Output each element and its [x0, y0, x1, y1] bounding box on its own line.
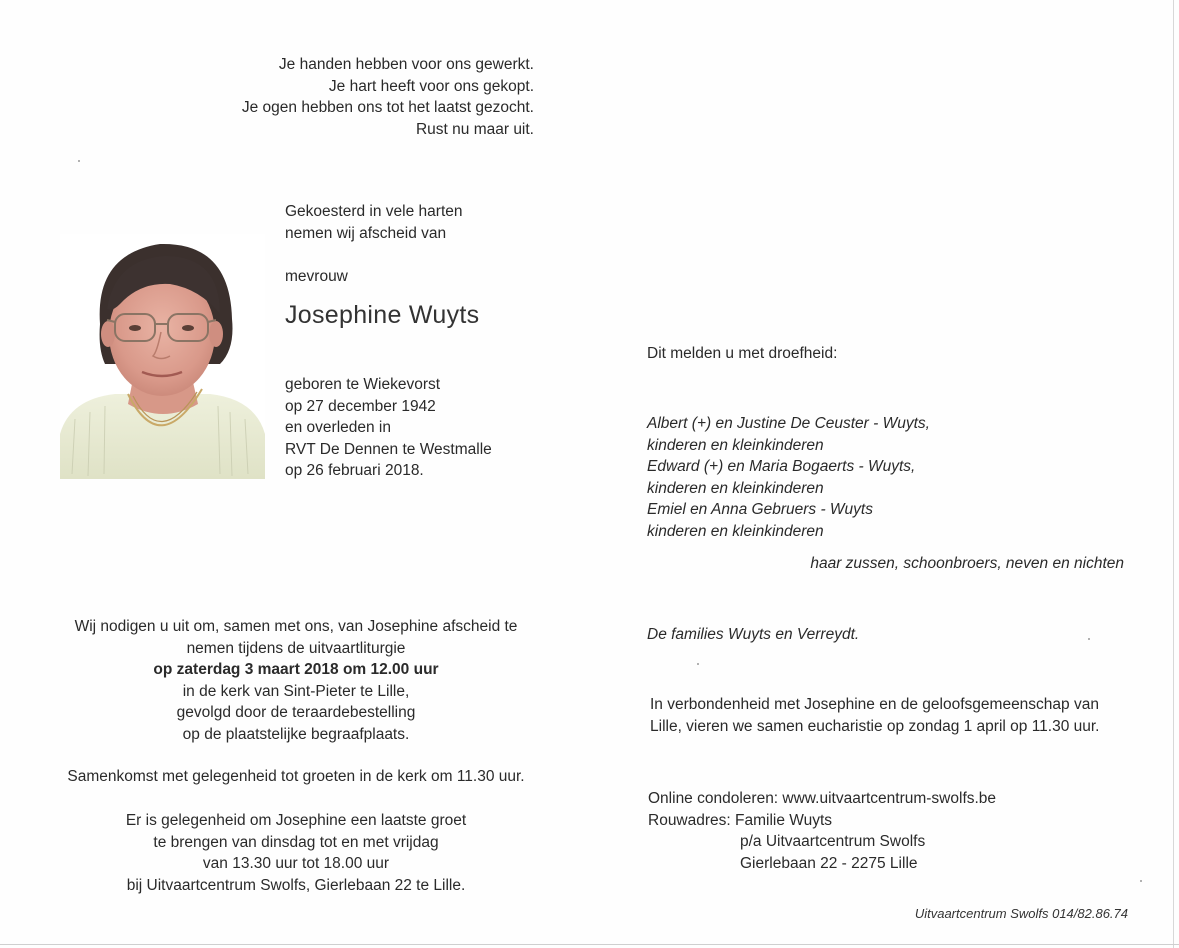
family-list	[647, 413, 930, 543]
mourners-heading: Dit melden u met droefheid:	[647, 345, 838, 362]
eucharist-line: Lille, vieren we samen eucharistie op zondag 1 april op 11.30 uur.	[650, 717, 1100, 735]
mourning-address-label: Rouwadres: Familie Wuyts	[648, 811, 833, 829]
poem-line: Je hart heeft voor ons gekopt.	[328, 77, 534, 95]
farewell-line: te brengen van dinsdag tot en met vrijdag	[153, 833, 439, 851]
funeral-home-footer: Uitvaartcentrum Swolfs 014/82.86.74	[914, 906, 1128, 921]
invitation-line: nemen tijdens de uitvaartliturgie	[186, 639, 406, 657]
contact-info	[648, 788, 996, 874]
portrait-photo	[60, 234, 265, 479]
mourning-address-line: p/a Uitvaartcentrum Swolfs	[740, 833, 926, 851]
eucharist-line: In verbondenheid met Josephine en de geloofsgemeenschap van	[650, 696, 1099, 713]
salutation: mevrouw	[285, 268, 348, 285]
eucharist-note	[650, 694, 1100, 737]
service-date: op zaterdag 3 maart 2018 om 12.00 uur	[153, 661, 439, 679]
scan-speck	[1088, 638, 1090, 640]
mourning-address-line: Gierlebaan 22 - 2275 Lille	[740, 854, 918, 872]
gathering-note: Samenkomst met gelegenheid tot groeten in de kerk om 11.30 uur.	[67, 768, 525, 785]
poem-line: Rust nu maar uit.	[415, 120, 534, 138]
intro-line: Gekoesterd in vele harten	[285, 203, 463, 220]
invitation-line: in de kerk van Sint-Pieter te Lille,	[182, 682, 410, 700]
family-line: kinderen en kleinkinderen	[647, 436, 824, 454]
deceased-name: Josephine Wuyts	[285, 301, 480, 329]
farewell-line: van 13.30 uur tot 18.00 uur	[202, 855, 390, 873]
intro-text	[285, 201, 463, 244]
families-line: De families Wuyts en Verreydt.	[647, 626, 860, 643]
poem-line: Je handen hebben voor ons gewerkt.	[278, 56, 534, 73]
funeral-invitation	[50, 616, 542, 746]
intro-line: nemen wij afscheid van	[285, 224, 447, 242]
family-line: kinderen en kleinkinderen	[647, 522, 824, 540]
farewell-line: bij Uitvaartcentrum Swolfs, Gierlebaan 22 te Lille.	[126, 876, 466, 894]
farewell-line: Er is gelegenheid om Josephine een laatste groet	[125, 812, 467, 829]
family-line: kinderen en kleinkinderen	[647, 479, 824, 497]
invitation-line: gevolgd door de teraardebestelling	[176, 704, 416, 722]
online-condolences: Online condoleren: www.uitvaartcentrum-swolfs.be	[648, 790, 997, 807]
extended-family: haar zussen, schoonbroers, neven en nichten	[810, 555, 1124, 572]
bio-line: en overleden in	[285, 419, 391, 437]
card-edge-bottom	[0, 944, 1179, 945]
scan-speck	[697, 663, 699, 665]
scan-speck	[78, 160, 80, 162]
poem-line: Je ogen hebben ons tot het laatst gezocht.	[241, 99, 534, 117]
family-line: Emiel en Anna Gebruers - Wuyts	[647, 501, 873, 519]
invitation-line: Wij nodigen u uit om, samen met ons, van Josephine afscheid te	[74, 618, 518, 635]
biography	[285, 374, 492, 482]
card-edge-right	[1173, 0, 1174, 948]
family-line: Edward (+) en Maria Bogaerts - Wuyts,	[647, 458, 916, 476]
poem	[200, 54, 534, 140]
bio-line: geboren te Wiekevorst	[285, 376, 441, 393]
bio-line: RVT De Dennen te Westmalle	[285, 440, 492, 458]
bio-line: op 26 februari 2018.	[285, 462, 424, 480]
scan-speck	[1140, 880, 1142, 882]
invitation-line: op de plaatstelijke begraafplaats.	[182, 725, 410, 743]
family-line: Albert (+) en Justine De Ceuster - Wuyts,	[647, 415, 930, 432]
bio-line: op 27 december 1942	[285, 397, 436, 415]
farewell-visit	[60, 810, 532, 896]
